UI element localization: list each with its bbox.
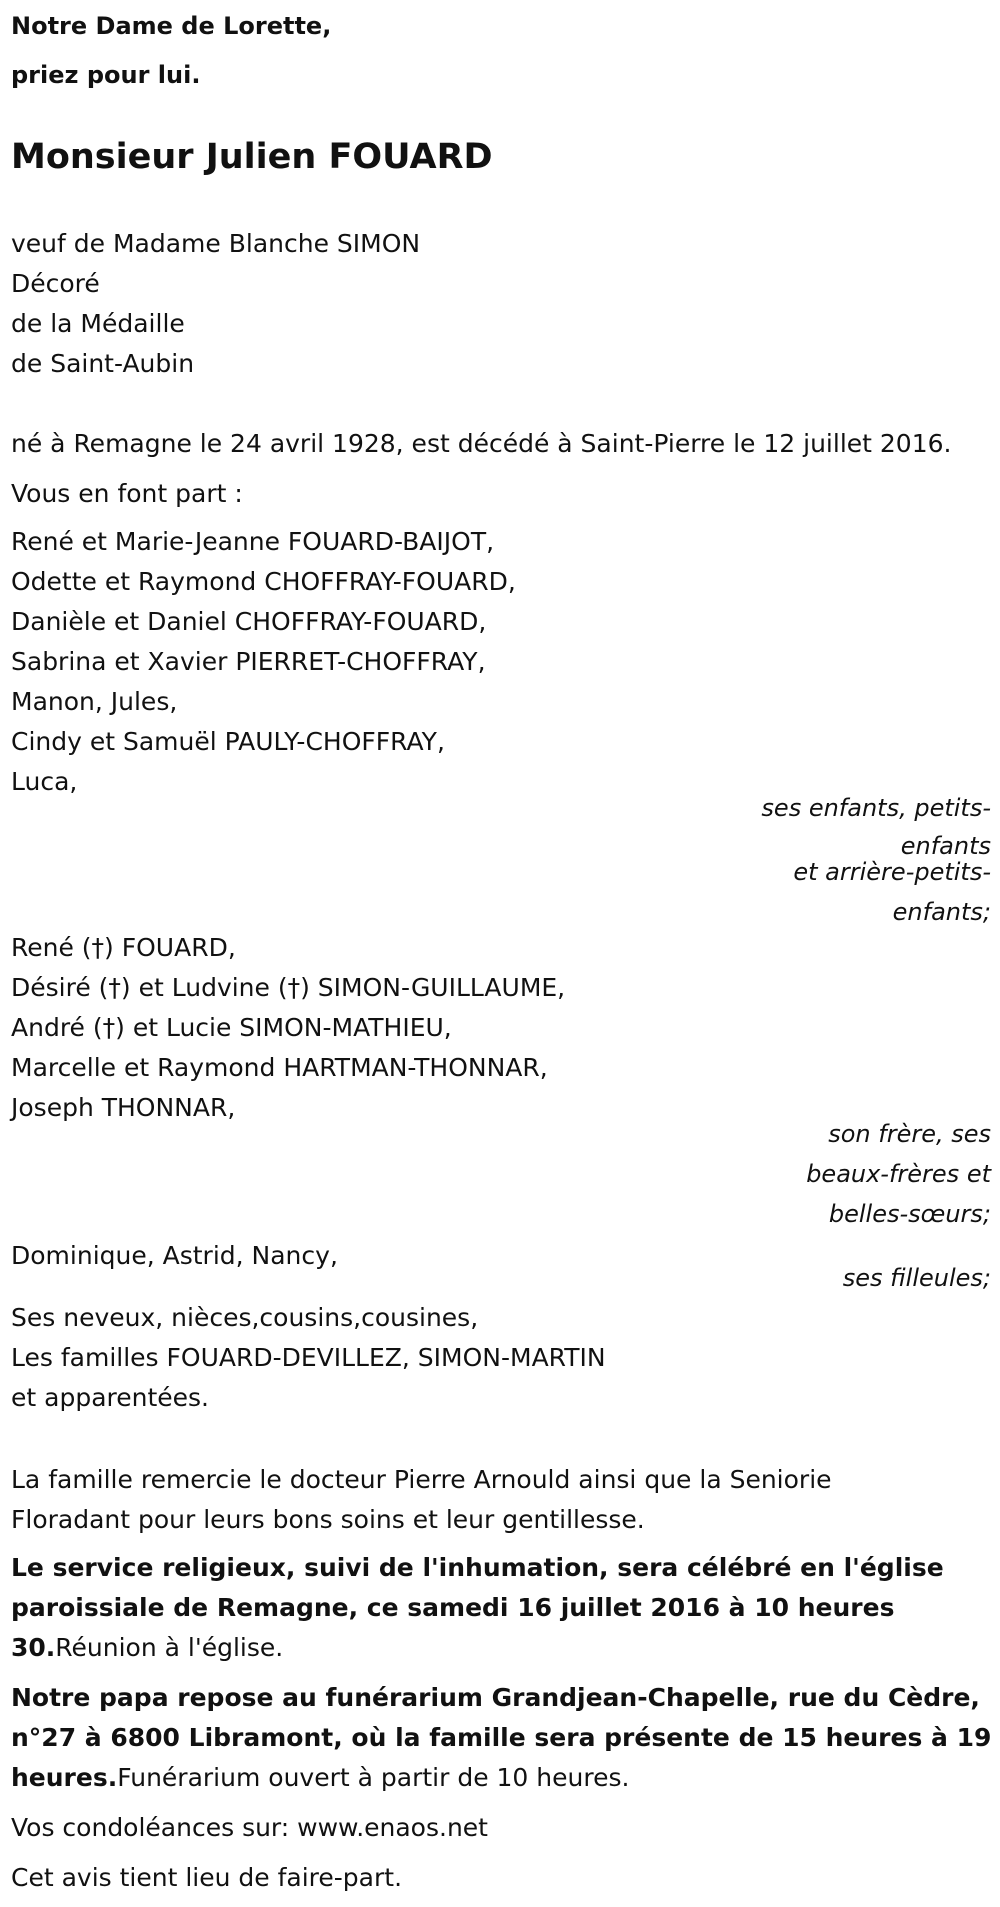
family-member: Manon, Jules, xyxy=(11,687,178,716)
family-member: Sabrina et Xavier PIERRET-CHOFFRAY, xyxy=(11,647,486,676)
relation-label-children: enfants; xyxy=(892,898,991,926)
condolences-line: Vos condoléances sur: www.enaos.net xyxy=(11,1813,488,1842)
prayer-line-2: priez pour lui. xyxy=(11,61,201,89)
relation-label-children: ses enfants, petits- xyxy=(761,794,991,822)
relation-label-siblings: son frère, ses xyxy=(828,1120,991,1148)
extended-family-line: Ses neveux, nièces,cousins,cousines, xyxy=(11,1303,479,1332)
relation-label-siblings: belles-sœurs; xyxy=(828,1200,991,1228)
thanks-line: La famille remercie le docteur Pierre Arnould ainsi que la Seniorie xyxy=(11,1465,832,1494)
family-member: Cindy et Samuël PAULY-CHOFFRAY, xyxy=(11,727,445,756)
family-member: Désiré (†) et Ludvine (†) SIMON-GUILLAUME, xyxy=(11,973,566,1002)
announcers-intro: Vous en font part : xyxy=(11,479,243,508)
funerarium-info-tail xyxy=(11,1758,629,1798)
birth-death-statement: né à Remagne le 24 avril 1928, est décédé à Saint-Pierre le 12 juillet 2016. xyxy=(11,429,952,458)
service-time-tail: 30. xyxy=(11,1633,56,1662)
service-info-line: paroissiale de Remagne, ce samedi 16 juillet 2016 à 10 heures xyxy=(11,1593,895,1622)
funerarium-opening-note: Funérarium ouvert à partir de 10 heures. xyxy=(117,1763,630,1792)
relation-label-goddaughters: ses filleules; xyxy=(842,1264,991,1292)
deceased-name-title: Monsieur Julien FOUARD xyxy=(11,137,493,177)
funerarium-info-line: n°27 à 6800 Libramont, où la famille sera présente de 15 heures à 19 xyxy=(11,1723,992,1752)
closing-line: Cet avis tient lieu de faire-part. xyxy=(11,1863,403,1892)
status-line-medal-place: de Saint-Aubin xyxy=(11,349,195,378)
family-member: René (†) FOUARD, xyxy=(11,933,236,962)
status-line-spouse: veuf de Madame Blanche SIMON xyxy=(11,229,421,258)
relation-label-children: et arrière-petits- xyxy=(793,858,991,886)
thanks-line: Floradant pour leurs bons soins et leur gentillesse. xyxy=(11,1505,645,1534)
family-member: Dominique, Astrid, Nancy, xyxy=(11,1241,338,1270)
relation-label-siblings: beaux-frères et xyxy=(806,1160,991,1188)
extended-family-line: et apparentées. xyxy=(11,1383,209,1412)
family-member: Marcelle et Raymond HARTMAN-THONNAR, xyxy=(11,1053,548,1082)
service-info-tail xyxy=(11,1628,283,1668)
service-meeting-note: Réunion à l'église. xyxy=(55,1633,284,1662)
service-info-line: Le service religieux, suivi de l'inhumation, sera célébré en l'église xyxy=(11,1553,944,1582)
relation-label-children: enfants xyxy=(900,832,991,860)
funerarium-info-line: Notre papa repose au funérarium Grandjean-Chapelle, rue du Cèdre, xyxy=(11,1683,980,1712)
family-member: René et Marie-Jeanne FOUARD-BAIJOT, xyxy=(11,527,495,556)
family-member: Odette et Raymond CHOFFRAY-FOUARD, xyxy=(11,567,516,596)
family-member: Danièle et Daniel CHOFFRAY-FOUARD, xyxy=(11,607,487,636)
prayer-line-1: Notre Dame de Lorette, xyxy=(11,12,332,40)
family-member: André (†) et Lucie SIMON-MATHIEU, xyxy=(11,1013,452,1042)
funerarium-time-tail: heures. xyxy=(11,1763,118,1792)
family-member: Luca, xyxy=(11,767,78,796)
family-member: Joseph THONNAR, xyxy=(11,1093,236,1122)
status-line-medal: de la Médaille xyxy=(11,309,185,338)
extended-family-line: Les familles FOUARD-DEVILLEZ, SIMON-MARTIN xyxy=(11,1343,606,1372)
status-line-decoration: Décoré xyxy=(11,269,100,298)
